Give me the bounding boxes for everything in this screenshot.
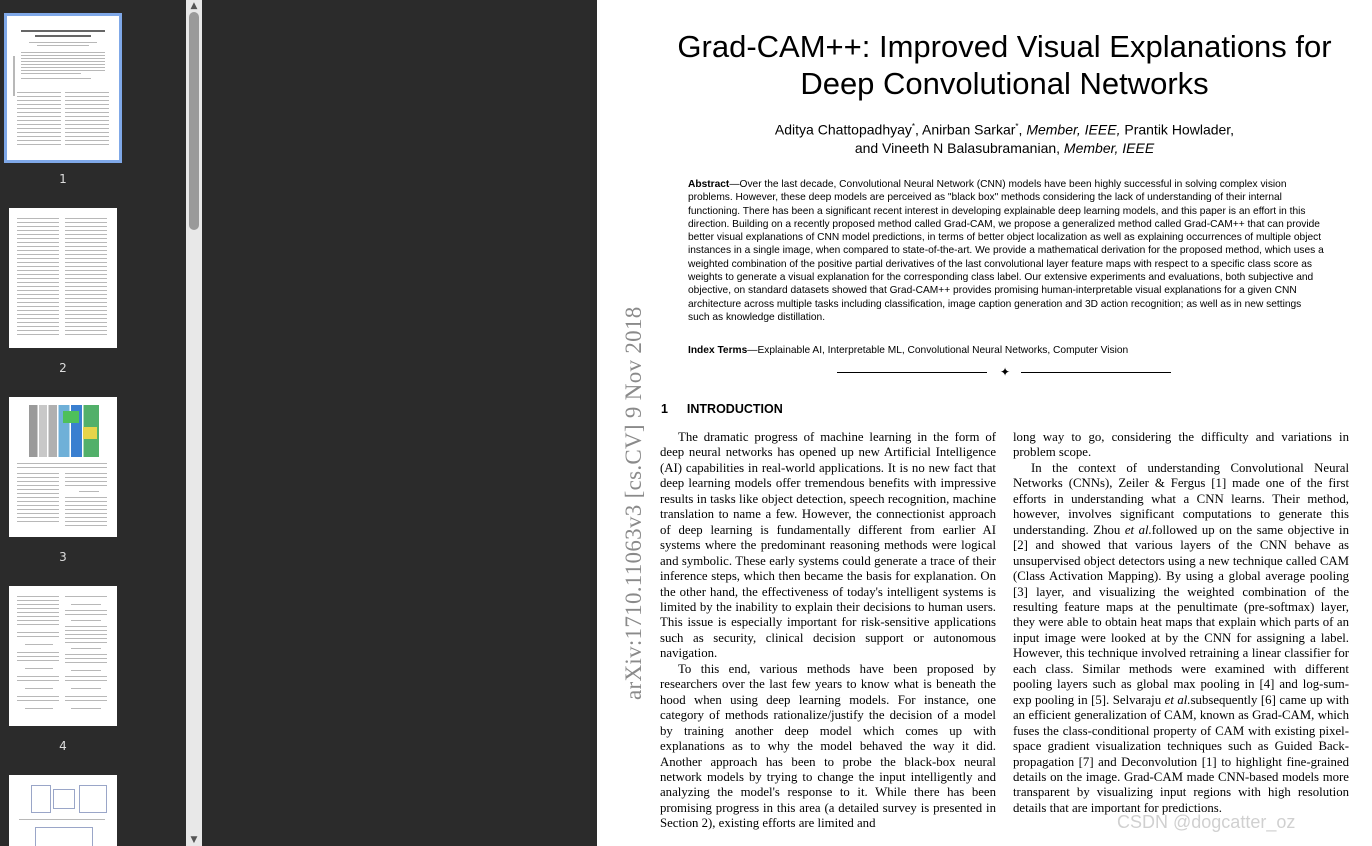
page-thumbnail-3[interactable] [9,397,117,537]
index-terms-label: Index Terms [688,345,748,356]
arxiv-identifier-stamp: arXiv:1710.11063v3 [cs.CV] 9 Nov 2018 [621,306,646,700]
author-4: and Vineeth N Balasubramanian, [854,139,1064,156]
page-number-label: 1 [59,172,67,186]
scroll-down-arrow-icon[interactable]: ▼ [190,835,198,845]
left-column [660,430,996,832]
paper-authors: Aditya Chattopadhyay*, Anirban Sarkar*, Member, IEEE, Prantik Howlader, and Vineeth N Balasubramanian, Member, IEEE [774,121,1235,156]
page-number-label: 3 [59,550,67,564]
page-thumbnail-4[interactable] [9,586,117,726]
document-page [597,0,1372,846]
section-heading [661,402,783,416]
scrollbar-thumb[interactable] [189,12,199,230]
right-column [1013,430,1349,816]
abstract [688,178,1324,324]
section-title: INTRODUCTION [686,402,783,416]
paragraph: The dramatic progress of machine learning in the form of deep neural networks has opened up new Artificial Intelligence (AI) capabilities in real-world applications. It is no new fact that deep learning models offer tremendous benefits with impressive results in tasks like object detection, speech recognition, machine translation to name a few. However, the connectionist approach of deep learning is fundamentally different from earlier AI systems where the predominant reasoning methods were logical and symbolic. These early systems could generate a trace of their inference steps, which then became the basis for explanation. On the other hand, the effectiveness of today's intelligent systems is limited by the inability to explain their decisions to human users. This issue is especially important for risk-sensitive applications such as security, clinical decision support or autonomous navigation. [660,430,996,661]
abstract-label: Abstract [688,179,730,190]
page-thumbnail-1[interactable] [4,13,122,163]
sidebar-scrollbar[interactable] [186,0,202,846]
page-number-label: 4 [59,739,67,753]
title-line-1: Grad-CAM++: Improved Visual Explanations for [677,29,1332,64]
index-terms [688,344,1328,358]
author-2-membership: Member, IEEE, [1026,121,1121,138]
title-line-2: Deep Convolutional Networks [800,66,1209,101]
author-2: , Anirban Sarkar [915,121,1016,138]
diamond-ornament-icon: ✦ [1000,365,1011,379]
paragraph: To this end, various methods have been proposed by researchers over the last few years to know what is beneath the hood when using deep learning models. For instance, one category of methods rationalize/justify the decision of a model by training another deep model which comes up with explanations as to why the model behaved the way it did. Another approach has been to probe the black-box neural network models by trying to change the input intelligently and analyzing the model's response to it. While there has been promising progress in this area (a detailed survey is presented in Section 2), existing efforts are limited and [660,661,996,831]
index-terms-text: —Explainable AI, Interpretable ML, Convolutional Neural Networks, Computer Vision [747,345,1129,356]
csdn-watermark: CSDN @dogcatter_oz [1117,812,1296,832]
paragraph: long way to go, considering the difficulty and variations in problem scope. [1013,430,1349,460]
author-3: Prantik Howlader, [1120,121,1235,138]
author-1: Aditya Chattopadhyay [774,121,912,138]
page-thumbnail-2[interactable] [9,208,117,348]
paragraph: In the context of understanding Convolutional Neural Networks (CNNs), Zeiler & Fergus [1] made one of the first efforts in understanding what a CNN learns. Their method, however, involves significant computations to generate this understanding. Zhou et al.followed up on the same objective in [2] and showed that various layers of the CNN behave as unsupervised object detectors using a new technique called CAM (Class Activation Mapping). By using a global average pooling [3] layer, and visualizing the weighted combination of the resulting feature maps at the penultimate (pre-softmax) layer, they were able to obtain heat maps that explain which parts of an input image were looked at by the CNN for assigning a label. However, this technique involved retraining a linear classifier for each class. Similar methods were examined with different pooling layers such as global max pooling in [4] and log-sum-exp pooling in [5]. Selvaraju et al.subsequently [6] came up with an efficient generalization of CAM, known as Grad-CAM, which fuses the class-conditional property of CAM with existing pixel-space gradient visualization techniques such as Guided Back-propagation [7] and Deconvolution [1] to highlight fine-grained details on the image. Grad-CAM made CNN-based models more transparent by visualizing input regions with high resolution details that are important for predictions. [1013,460,1349,815]
thumbnail-sidebar [0,0,186,846]
paper-title [597,28,1372,102]
section-divider [837,364,1173,382]
scroll-up-arrow-icon[interactable]: ▲ [190,1,198,11]
author-4-membership: Member, IEEE [1063,139,1155,156]
page-thumbnail-5[interactable] [9,775,117,846]
section-number: 1 [661,402,668,416]
page-number-label: 2 [59,361,67,375]
abstract-text: —Over the last decade, Convolutional Neural Network (CNN) models have been highly successful in solving complex vision problems. However, these deep models are perceived as "black box" methods considering the lack of understanding of their internal functioning. There has been a significant recent interest in developing explainable deep learning models, and this paper is an effort in this direction. Building on a recently proposed method called Grad-CAM, we propose a generalized method called Grad-CAM++ that can provide better visual explanations of CNN model predictions, in terms of better object localization as well as explaining occurrences of multiple object instances in a single image, when compared to state-of-the-art. We provide a mathematical derivation for the proposed method, which uses a weighted combination of the positive partial derivatives of the last convolutional layer feature maps with respect to a specific class score as weights to generate a visual explanation for the corresponding class label. Our extensive experiments and evaluations, both subjective and objective, on standard datasets showed that Grad-CAM++ provides promising human-interpretable visual explanations for a given CNN architecture across multiple tasks including classification, image caption generation and 3D action recognition; as well as in new settings such as knowledge distillation. [688,179,1324,323]
